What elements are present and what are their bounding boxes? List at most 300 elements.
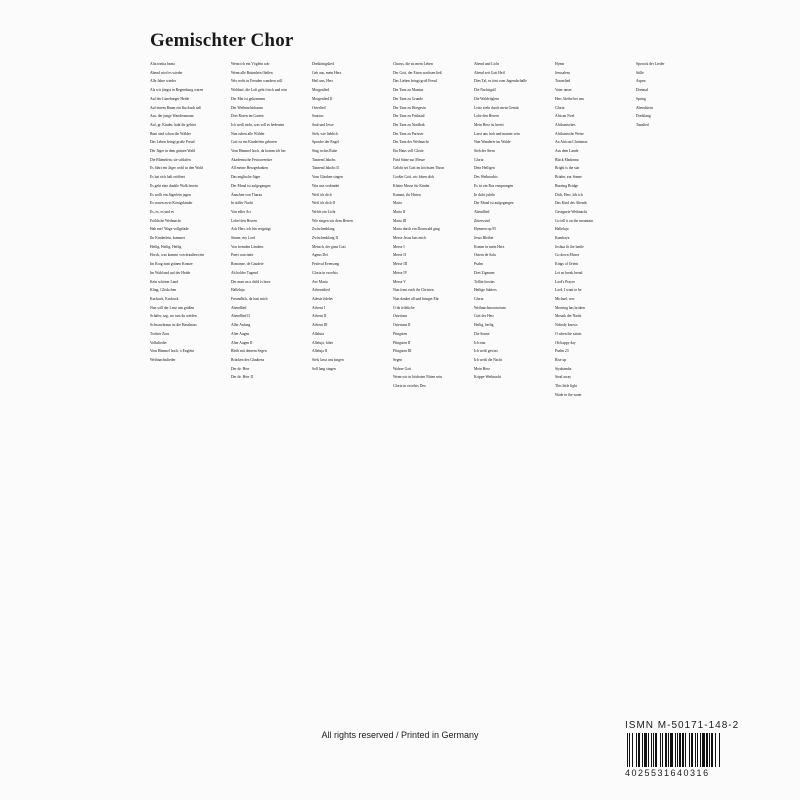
barcode-bar (682, 733, 684, 767)
entry-title: Der Weihnachtsbaum (231, 105, 263, 110)
entry-title: Advent I (312, 305, 326, 310)
entry-title: Der man on a child is born (231, 279, 271, 284)
entry-title: Komm in mein Herz (474, 244, 505, 249)
catalog-entry (393, 314, 468, 318)
catalog-entry (555, 71, 630, 75)
catalog-entry (231, 184, 306, 188)
catalog-entry (555, 236, 630, 240)
catalog-entry (312, 262, 387, 266)
catalog-entry (312, 140, 387, 144)
entry-title: Jerusalem (555, 70, 570, 75)
entry-title: Advent II (312, 314, 327, 319)
entry-title: Großer Gott, wir loben dich (393, 175, 435, 180)
entry-title: Tochter Zion (150, 331, 170, 336)
entry-title: Vom Glauben singen (312, 175, 343, 180)
catalog-entry (231, 271, 306, 275)
catalog-entry (231, 201, 306, 205)
entry-title: Ein Haus voll Glorie (393, 149, 424, 154)
entry-title: Nun ruhen alle Wälder (231, 131, 265, 136)
entry-title: Es ist ein Ros entsprungen (474, 183, 514, 188)
catalog-entry (555, 210, 630, 214)
entry-title: Mosaik der Nacht (555, 314, 582, 319)
catalog-entry (231, 375, 306, 379)
entry-title: African Noel (555, 114, 575, 119)
entry-title: Hymnen op.95 (474, 227, 496, 232)
entry-title: O when the saints (555, 331, 582, 336)
catalog-entry (312, 97, 387, 101)
catalog-entry (474, 297, 549, 301)
catalog-entry (312, 306, 387, 310)
catalog-entry (231, 358, 306, 362)
entry-title: Mein Herz (474, 366, 490, 371)
entry-title: Der Tanz zu Nordbak (393, 122, 425, 127)
catalog-entry (393, 349, 468, 353)
entry-title: Wenn wir in höchsten Nöten sein (393, 375, 442, 380)
catalog-entry (312, 358, 387, 362)
entry-title: Burning Bridge (555, 183, 579, 188)
catalog-entry (312, 280, 387, 284)
entry-title: Bright is the star (555, 166, 580, 171)
entry-title: Alta trinita beata (150, 62, 175, 66)
entry-title: This little light (555, 384, 577, 389)
catalog-entry (636, 123, 711, 127)
catalog-entry (393, 149, 468, 153)
entry-title: Das englische Jäger (231, 175, 261, 180)
catalog-entry (474, 140, 549, 144)
entry-title: Nun danket all und bringet Ehr (393, 296, 439, 301)
entry-title: Zitterwind (474, 218, 490, 223)
entry-title: Let us break bread (555, 270, 583, 275)
entry-title: Schäfer, sag, wo tust du weiden (150, 314, 197, 319)
entry-title: Es, es, es und es (150, 209, 174, 214)
entry-title: Freundlich, da hast mich (231, 296, 268, 301)
entry-title: Gelobt sei Gott im höchsten Thron (393, 166, 445, 171)
entry-title: Im Krug zum grünen Kranze (150, 262, 193, 267)
entry-title: Segen (393, 357, 403, 362)
barcode-bar (670, 733, 673, 767)
entry-title: Volkslieder (150, 340, 167, 345)
catalog-entry (150, 210, 225, 214)
barcode-bar (644, 733, 647, 767)
entry-title: Der Jäger in dem grünen Wald (150, 149, 195, 154)
catalog-entry (474, 253, 549, 257)
catalog-entry (555, 184, 630, 188)
entry-title: Heilige Sabiers (474, 288, 497, 293)
catalog-entry (393, 201, 468, 205)
catalog-column (636, 62, 711, 682)
barcode-bar (689, 733, 690, 767)
entry-title: Der Tanz zu Parisser (393, 131, 424, 136)
catalog-entry (312, 271, 387, 275)
entry-title: Heilig, Heilig, Heilig (150, 244, 182, 249)
catalog-entry (231, 62, 306, 66)
catalog-entry (555, 253, 630, 257)
entry-title: Tanzend Jakobs (312, 157, 336, 162)
entry-title: All meine Herzgedanken (231, 166, 268, 171)
entry-title: Wenn ich ein Vöglein wär (231, 62, 270, 66)
catalog-entry (555, 140, 630, 144)
catalog-entry (636, 79, 711, 83)
catalog-entry (393, 62, 468, 66)
catalog-entry (150, 288, 225, 292)
entry-title: Abendlied (231, 305, 247, 310)
entry-title: Als wir jüngst in Regensburg waren (150, 88, 204, 93)
catalog-entry (555, 88, 630, 92)
catalog-entry (312, 227, 387, 231)
catalog-entry (150, 271, 225, 275)
entry-title: Brücken des Glaubens (231, 357, 265, 362)
entry-title: Alleluja II (312, 349, 328, 354)
catalog-entry (150, 166, 225, 170)
barcode-bar (660, 733, 661, 767)
catalog-entry (393, 271, 468, 275)
catalog-entry (150, 227, 225, 231)
catalog-entry (636, 106, 711, 110)
catalog-entry (231, 114, 306, 118)
catalog-entry (150, 184, 225, 188)
barcode-bar (695, 733, 696, 767)
catalog-entry (555, 123, 630, 127)
entry-title: Das Leben bringt große Freud (150, 140, 195, 145)
entry-title: Sieh, wie lieblich (312, 131, 338, 136)
barcode-bar (709, 733, 710, 767)
catalog-entry (231, 367, 306, 371)
catalog-entry (150, 114, 225, 118)
catalog-entry (312, 201, 387, 205)
entry-title: Spring (636, 96, 646, 101)
entry-title: Mensch, der ganz Gott (312, 244, 346, 249)
entry-title: Weil ich dich II (312, 201, 335, 206)
entry-title: Morning has broken (555, 305, 585, 310)
catalog-entry (393, 341, 468, 345)
catalog-entry (150, 280, 225, 284)
catalog-entry (150, 140, 225, 144)
barcode-bar (668, 733, 669, 767)
catalog-entry (393, 219, 468, 223)
catalog-entry (312, 236, 387, 240)
catalog-entry (555, 393, 630, 397)
entry-title: Fröhliche Weihnacht (150, 218, 181, 223)
entry-title: Sinner, my Lord (231, 236, 256, 241)
catalog-entry (474, 201, 549, 205)
entry-title: Auf einem Baum ein Kuckuck saß (150, 105, 201, 110)
catalog-entry (231, 341, 306, 345)
catalog-entry (555, 158, 630, 162)
catalog-entry (312, 106, 387, 110)
catalog-entry (150, 62, 225, 66)
catalog-entry (150, 253, 225, 257)
entry-title: Aspen (636, 79, 646, 84)
catalog-entry (474, 88, 549, 92)
entry-title: Pfingsten (393, 331, 407, 336)
catalog-entry (555, 288, 630, 292)
catalog-column (393, 62, 468, 682)
entry-title: Ännchen von Tharau (231, 192, 263, 197)
entry-title: In dulci jubilo (474, 192, 495, 197)
entry-title: Gott der Herr (474, 314, 494, 319)
catalog-entry (555, 219, 630, 223)
catalog-entry (636, 88, 711, 92)
catalog-entry (393, 175, 468, 179)
catalog-entry (393, 210, 468, 214)
entry-title: Kumbaya (555, 236, 570, 241)
catalog-entry (231, 97, 306, 101)
entry-title: Es hat sich halt eröffnet (150, 175, 185, 180)
catalog-entry (312, 219, 387, 223)
catalog-entry (393, 166, 468, 170)
catalog-entry (150, 88, 225, 92)
catalog-entry (150, 97, 225, 101)
catalog-entry (555, 175, 630, 179)
entry-title: Sporock der Lieder (636, 62, 665, 66)
entry-title: Alter Augen (231, 331, 250, 336)
entry-title: Alle Jahre wieder (150, 79, 177, 84)
entry-title: Dein Heiligen (474, 166, 495, 171)
catalog-entry (150, 106, 225, 110)
entry-title: Lobe den Herren (474, 114, 499, 119)
entry-title: Stille (636, 70, 644, 75)
catalog-entry (393, 288, 468, 292)
entry-title: Abend seit Gott Heil (474, 70, 505, 75)
entry-title: Schwarzbraun ist die Haselnuss (150, 323, 197, 328)
entry-title: Abendlied (474, 209, 490, 214)
entry-title: Abendstern (636, 105, 653, 110)
catalog-entry (393, 375, 468, 379)
entry-title: Rise up (555, 357, 567, 362)
barcode-bar (665, 733, 667, 767)
entry-title: Geh aus, mein Herz (312, 70, 342, 75)
catalog-entry (231, 123, 306, 127)
catalog-entry (150, 262, 225, 266)
catalog-entry (312, 184, 387, 188)
catalog-entry (474, 358, 549, 362)
catalog-entry (312, 158, 387, 162)
catalog-entry (231, 149, 306, 153)
catalog-entry (474, 210, 549, 214)
entry-title: Der de. Herr (231, 366, 250, 371)
catalog-entry (312, 341, 387, 345)
catalog-entry (555, 280, 630, 284)
entry-title: Osterlied (312, 105, 326, 110)
entry-title: Das Kind des Abends (555, 201, 587, 206)
entry-title: Es waren zwei Königskinder (150, 201, 193, 206)
catalog-entry (393, 280, 468, 284)
catalog-entry (393, 306, 468, 310)
entry-title: Black Madonna (555, 157, 579, 162)
catalog-entry (555, 62, 630, 66)
entry-title: Der Tanz zu Mantua (393, 88, 424, 93)
entry-title: Krippe-Weihnacht (474, 375, 502, 380)
entry-title: Maria (393, 201, 402, 206)
entry-title: Hymn (555, 62, 565, 66)
entry-title: Halleluja (231, 288, 245, 293)
catalog-entry (393, 106, 468, 110)
catalog-entry (555, 384, 630, 388)
barcode-bar (636, 733, 637, 767)
entry-title: Horch, was kommt von draußen rein (150, 253, 205, 258)
entry-title: Weil ich dich (312, 192, 332, 197)
entry-title: Der Tanz zu Grunde (393, 96, 423, 101)
barcode-bar (719, 733, 720, 767)
catalog-entry (474, 288, 549, 292)
entry-title: Welch ein Licht (312, 209, 336, 214)
catalog-entry (150, 306, 225, 310)
entry-title: Dies Tal, es tönt vom Jugendschalle (474, 79, 527, 84)
entry-title: Afrikanisches (555, 122, 576, 127)
catalog-entry (312, 79, 387, 83)
catalog-entry (555, 367, 630, 371)
catalog-entry (231, 140, 306, 144)
entry-title: Afrikanische Weise (555, 131, 584, 136)
entry-title: Kuckuck, Kuckuck (150, 296, 179, 301)
catalog-entry (474, 341, 549, 345)
catalog-entry (312, 166, 387, 170)
entry-title: Messe V (393, 279, 406, 284)
entry-title: Dich, Herr, lob ich (555, 192, 583, 197)
entry-title: Von edler Art (231, 209, 251, 214)
entry-title: Wie singen wir dem Herren (312, 218, 353, 223)
catalog-entry (231, 166, 306, 170)
catalog-entry (312, 114, 387, 118)
entry-title: Maria durch ein Dornwald ging (393, 227, 440, 232)
entry-title: Dreikönigslied (312, 62, 334, 66)
rights-notice: All rights reserved / Printed in Germany (321, 730, 479, 740)
entry-title: Im Wald und auf der Heide (150, 270, 191, 275)
catalog-entry (555, 341, 630, 345)
barcode-bar (662, 733, 663, 767)
catalog-entry (150, 201, 225, 205)
catalog-entry (231, 210, 306, 214)
catalog-entry (474, 367, 549, 371)
catalog-entry (231, 297, 306, 301)
catalog-entry (312, 71, 387, 75)
entry-title: Adventslied (312, 288, 330, 293)
catalog-entry (393, 245, 468, 249)
entry-title: Nun freut euch ihr Christen (393, 288, 434, 293)
entry-title: Die Waldvöglein (474, 96, 499, 101)
catalog-entry (555, 271, 630, 275)
catalog-entry (231, 227, 306, 231)
catalog-entry (474, 271, 549, 275)
entry-title: Messe IV (393, 270, 408, 275)
entry-title: Siyahamba (555, 366, 572, 371)
entry-title: Alleluja, lobet (312, 340, 334, 345)
catalog-entry (393, 297, 468, 301)
catalog-entry (555, 262, 630, 266)
entry-title: O du fröhliche (393, 305, 415, 310)
entry-title: Kein schöner Land (150, 279, 179, 284)
catalog-entry (393, 184, 468, 188)
barcode-bar (642, 733, 643, 767)
entry-title: Saul und Jesse (312, 122, 334, 127)
entry-title: Messe I (393, 244, 405, 249)
catalog-entry (393, 140, 468, 144)
catalog-entry (393, 367, 468, 371)
entry-title: Vater unser (555, 88, 572, 93)
entry-title: Adeste fideles (312, 296, 333, 301)
catalog-entry (393, 123, 468, 127)
entry-title: Agnus Dei (312, 253, 328, 258)
catalog-entry (393, 79, 468, 83)
entry-title: Halleluja (555, 227, 569, 232)
catalog-entry (231, 262, 306, 266)
catalog-entry (150, 323, 225, 327)
entry-title: Ich trau (474, 340, 486, 345)
catalog-entry (150, 219, 225, 223)
entry-title: Gloria in excelsis Deo (393, 384, 426, 389)
catalog-entry (555, 332, 630, 336)
catalog-entry (312, 193, 387, 197)
catalog-entry (150, 79, 225, 83)
catalog-entry (231, 323, 306, 327)
catalog-entry (474, 262, 549, 266)
barcode-bar (675, 733, 676, 767)
entry-title: Vom Himmel hoch, da komm ich her (231, 149, 286, 154)
catalog-entry (150, 297, 225, 301)
entry-title: Zwischenklang II (312, 236, 338, 241)
barcode-bar (651, 733, 652, 767)
barcode-bar (691, 733, 693, 767)
entry-title: Brüder, zur Sonne (555, 175, 582, 180)
catalog-entry (231, 106, 306, 110)
entry-title: Alter Augen II (231, 340, 253, 345)
catalog-entry (312, 123, 387, 127)
entry-title: Bleib mit deinem Segen (231, 349, 267, 354)
catalog-column (312, 62, 387, 682)
catalog-entry (231, 332, 306, 336)
entry-title: Kleine Messe für Kinder (393, 183, 430, 188)
entry-title: Gott ist ein Kinderlein geboren (231, 140, 277, 145)
catalog-entry (474, 71, 549, 75)
catalog-entry (393, 88, 468, 92)
entry-title: Von fremden Ländern (231, 244, 264, 249)
catalog-entry (393, 253, 468, 257)
entry-title: Des Weihnachts (474, 175, 498, 180)
entry-title: Der Tanz zu Frühsaal (393, 114, 425, 119)
entry-title: Auf der Lüneburger Heide (150, 96, 190, 101)
entry-title: Ihr Kinderlein, kommet (150, 236, 185, 241)
catalog-entry (474, 332, 549, 336)
catalog-entry (312, 288, 387, 292)
catalog-entry (312, 62, 387, 66)
entry-title: Auf, gr. Kinder, habt ihr gehört (150, 122, 196, 127)
entry-title: Der Tanz zu Hoegesin (393, 105, 426, 110)
catalog-entry (636, 97, 711, 101)
catalog-entry (474, 306, 549, 310)
catalog-entry (555, 297, 630, 301)
catalog-entry (231, 253, 306, 257)
catalog-entry (555, 201, 630, 205)
catalog-entry (312, 245, 387, 249)
entry-title: Lord, I want to be (555, 288, 582, 293)
catalog-entry (150, 341, 225, 345)
catalog-entry (393, 358, 468, 362)
catalog-entry (555, 97, 630, 101)
catalog-entry (474, 323, 549, 327)
catalog-entry (474, 227, 549, 231)
catalog-entry (231, 158, 306, 162)
entry-title: In stiller Nacht (231, 201, 254, 206)
catalog-entry (312, 314, 387, 318)
catalog-entry (150, 314, 225, 318)
catalog-entry (150, 132, 225, 136)
entry-title: Der Tanz der Weihnacht (393, 140, 429, 145)
entry-title: Tanzlied (636, 122, 649, 127)
catalog-entry (474, 79, 549, 83)
catalog-entry (474, 166, 549, 170)
catalog-entry (150, 149, 225, 153)
catalog-entry (393, 384, 468, 388)
